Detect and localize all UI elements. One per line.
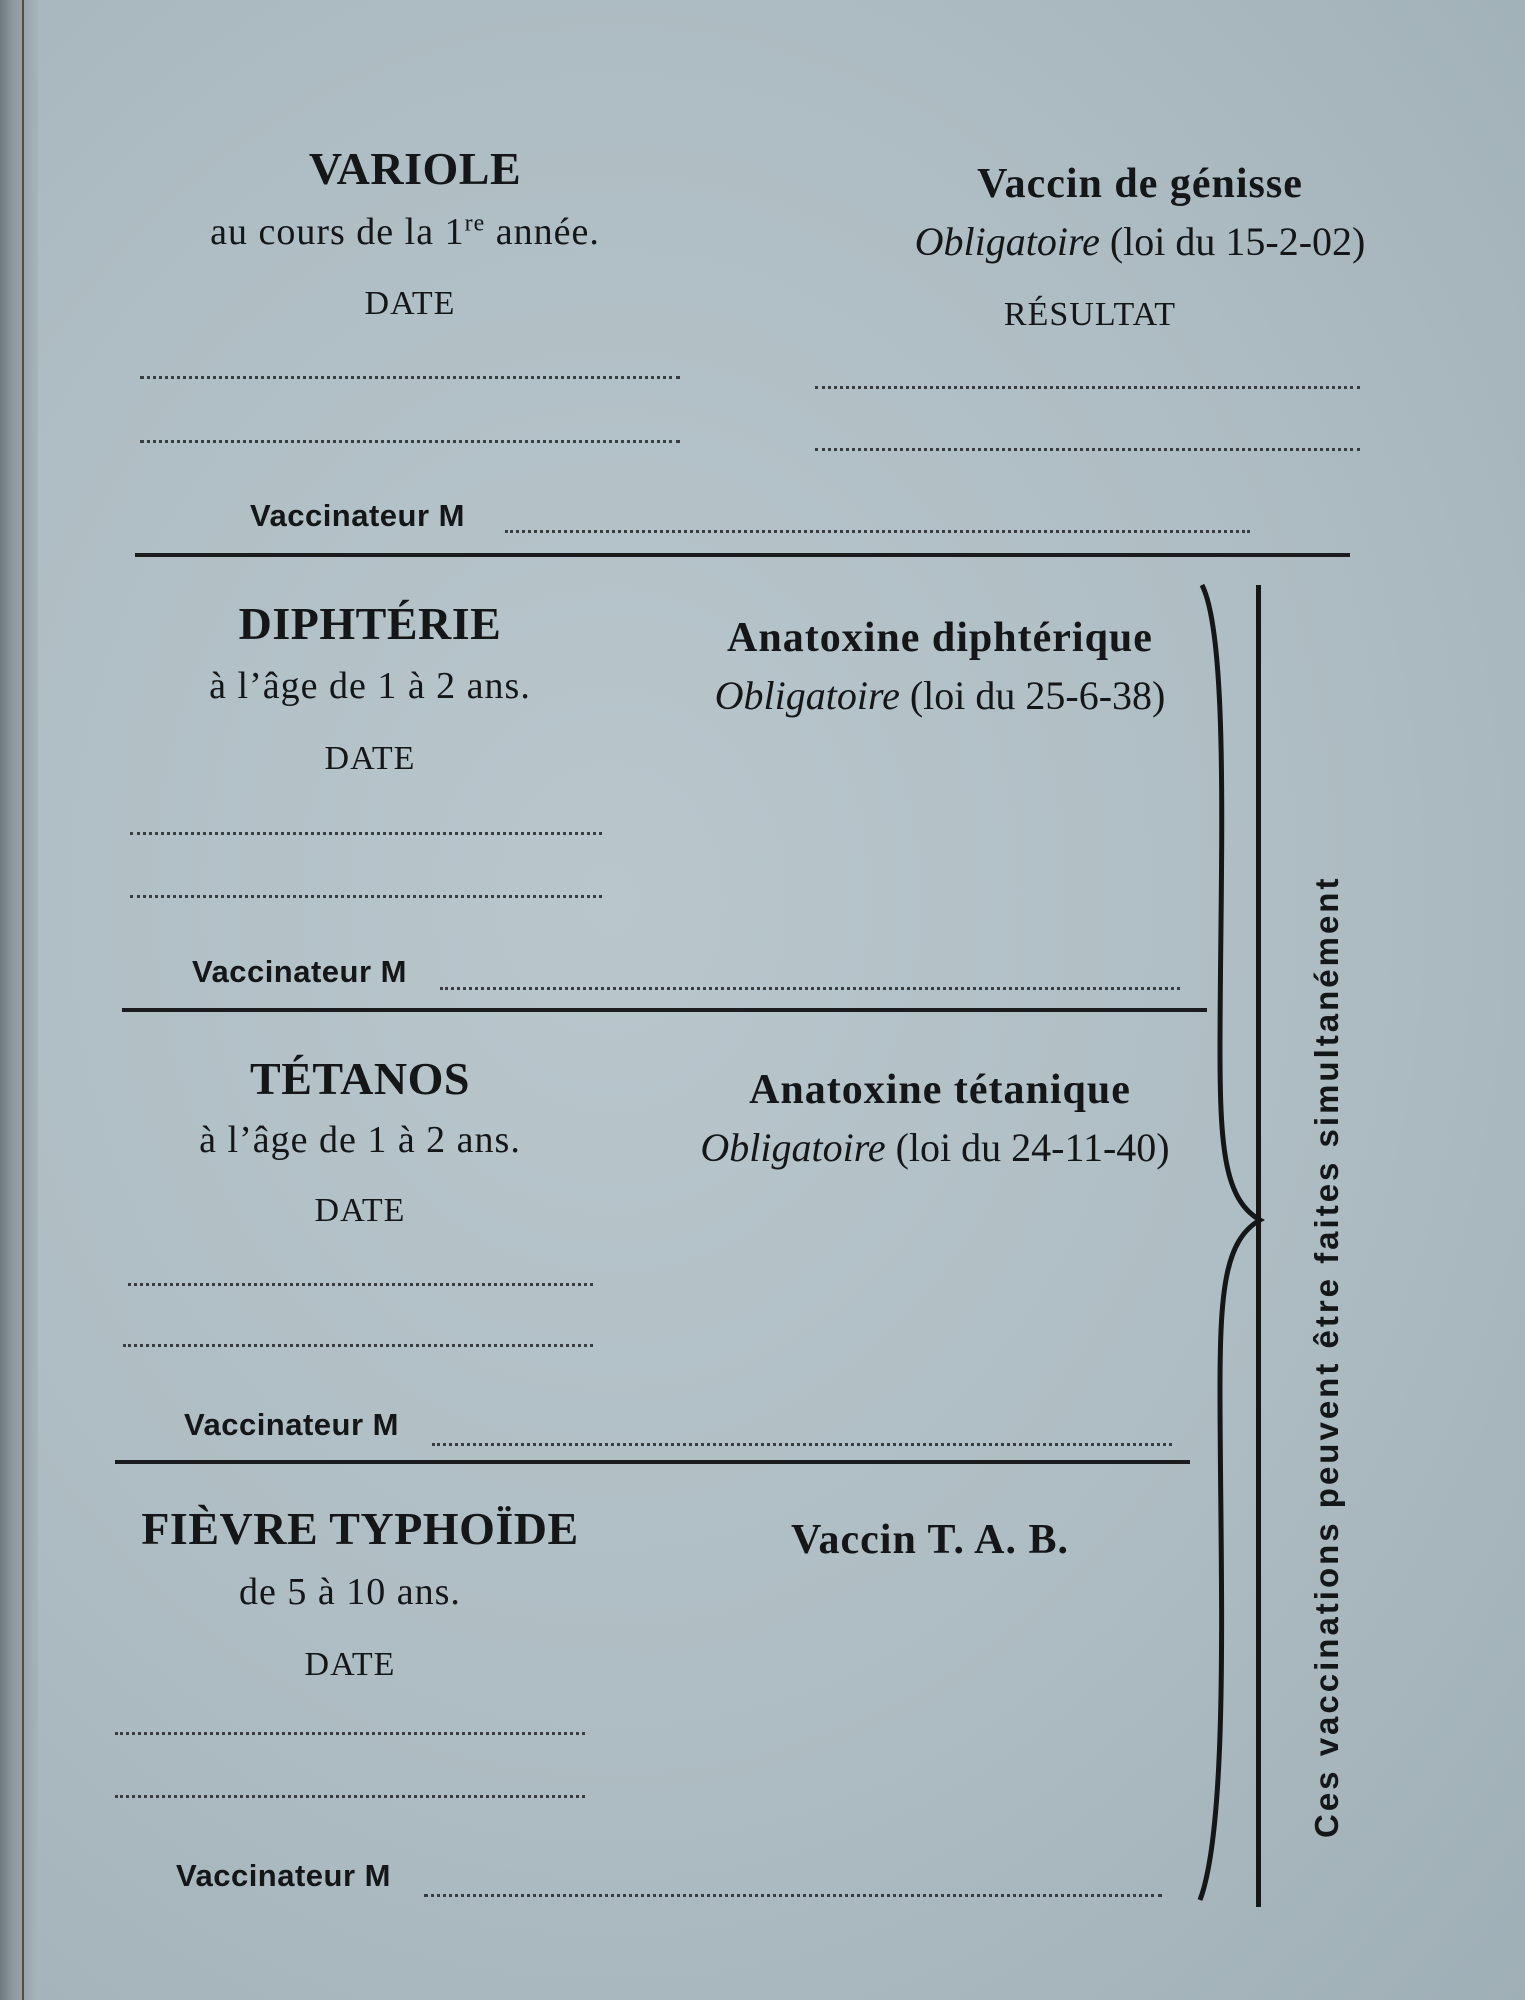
section-title-typhoide: FIÈVRE TYPHOÏDE	[141, 1503, 579, 1554]
vaccinator-line-variole[interactable]	[505, 530, 1250, 533]
section-age-variole: au cours de la 1re année.	[210, 210, 600, 253]
law-diphterie: Obligatoire (loi du 25-6-38)	[714, 673, 1166, 718]
vaccine-name-diphterie: Anatoxine diphtérique	[727, 615, 1153, 661]
section-divider-3	[115, 1460, 1190, 1464]
date-label-typhoide: DATE	[304, 1646, 396, 1683]
date-line-variole-1[interactable]	[140, 376, 680, 379]
date-line-typhoide-2[interactable]	[115, 1795, 585, 1798]
vaccinator-line-tetanos[interactable]	[432, 1443, 1172, 1446]
date-label-diphterie: DATE	[324, 740, 416, 777]
date-line-tetanos-1[interactable]	[128, 1283, 593, 1286]
vaccine-name-typhoide: Vaccin T. A. B.	[791, 1517, 1069, 1563]
curly-brace-icon	[1190, 580, 1280, 1920]
result-line-variole-1[interactable]	[815, 386, 1360, 389]
vaccinator-line-diphterie[interactable]	[440, 987, 1180, 990]
vertical-rule	[1256, 585, 1261, 1907]
result-line-variole-2[interactable]	[815, 448, 1360, 451]
section-age-diphterie: à l’âge de 1 à 2 ans.	[209, 665, 531, 707]
section-divider-2	[122, 1008, 1207, 1012]
vaccinator-label-tetanos: Vaccinateur M	[184, 1407, 399, 1442]
vaccinator-label-variole: Vaccinateur M	[250, 498, 465, 533]
section-age-typhoide: de 5 à 10 ans.	[239, 1571, 461, 1613]
vaccinator-label-diphterie: Vaccinateur M	[192, 954, 407, 989]
vaccinator-label-typhoide: Vaccinateur M	[176, 1858, 391, 1893]
law-tetanos: Obligatoire (loi du 24-11-40)	[700, 1125, 1170, 1170]
date-line-variole-2[interactable]	[140, 440, 680, 443]
vaccine-name-variole: Vaccin de génisse	[977, 161, 1303, 207]
date-line-typhoide-1[interactable]	[115, 1732, 585, 1735]
date-label-tetanos: DATE	[314, 1192, 406, 1229]
vaccine-name-tetanos: Anatoxine tétanique	[749, 1067, 1131, 1113]
side-note-simultaneous: Ces vaccinations peuvent être faites simultanément	[1308, 875, 1345, 1838]
vaccinator-line-typhoide[interactable]	[424, 1894, 1162, 1897]
section-title-variole: VARIOLE	[308, 143, 522, 194]
section-age-tetanos: à l’âge de 1 à 2 ans.	[199, 1119, 521, 1161]
result-label-variole: RÉSULTAT	[1003, 296, 1177, 333]
law-variole: Obligatoire (loi du 15-2-02)	[914, 219, 1366, 264]
date-label-variole: DATE	[364, 285, 456, 322]
date-line-diphterie-1[interactable]	[130, 832, 602, 835]
section-title-diphterie: DIPHTÉRIE	[238, 598, 502, 649]
section-title-tetanos: TÉTANOS	[250, 1053, 470, 1104]
date-line-tetanos-2[interactable]	[123, 1344, 593, 1347]
page-binding	[0, 0, 38, 2000]
section-divider-1	[135, 553, 1350, 557]
binding-edge-line	[22, 0, 24, 2000]
date-line-diphterie-2[interactable]	[130, 895, 602, 898]
